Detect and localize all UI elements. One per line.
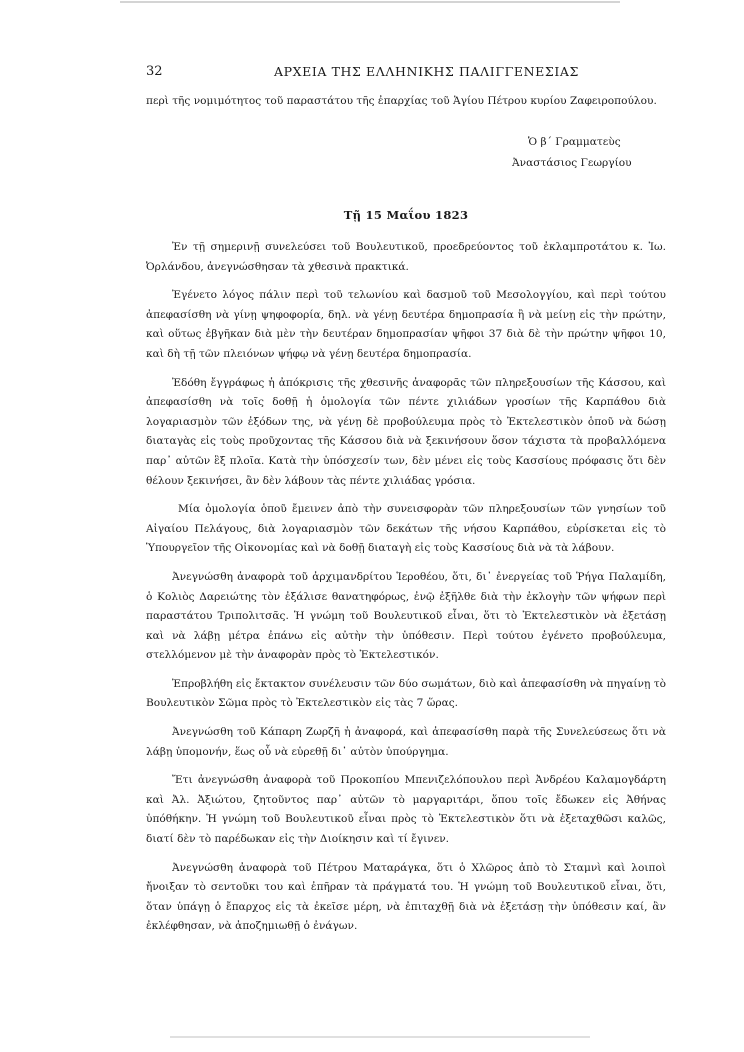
- running-title: ΑΡΧΕΙΑ ΤΗΣ ΕΛΛΗΝΙΚΗΣ ΠΑΛΙΓΓΕΝΕΣΙΑΣ: [274, 64, 579, 79]
- paragraph: Ἀνεγνώσθη ἀναφορὰ τοῦ ἀρχιμανδρίτου Ἱεροθέου, ὅτι, δι᾿ ἐνεργείας τοῦ Ῥήγα Παλαμίδη, ὁ Κολιὸς Δαρειώτης τὸν ἐξάλισε θανατηφόρως, ἐνῷ ἐξῆλθε διὰ τὴν ἐκλογὴν τῶν ψήφων περὶ παραστάτου Τριπολιτσᾶς. Ἡ γνώμη τοῦ Βουλευτικοῦ εἶναι, ὅτι τὸ Ἐκτελεστικὸν νὰ ἐξετάσῃ καὶ νὰ λάβῃ μέτρα ἐπάνω εἰς αὐτὴν τὴν ὑπόθεσιν. Περὶ τούτου ἐγένετο προβούλευμα, στελλόμενον μὲ τὴν ἀναφορὰν πρὸς τὸ Ἐκτελεστικόν.: [146, 570, 666, 662]
- paragraph: Ἐδόθη ἔγγράφως ἡ ἀπόκρισις τῆς χθεσινῆς ἀναφορᾶς τῶν πληρεξουσίων τῆς Κάσσου, καὶ ἀπεφασίσθη νὰ τοῖς δοθῇ ἡ ὁμολογία τῶν πέντε χιλιάδων γροσίων τῆς Καρπάθου διὰ λογαριασμὸν τῶν ἐξόδων της, νὰ γένῃ δὲ προβούλευμα πρὸς τὸ Ἐκτελεστικὸν ὁποῦ νὰ δώσῃ διαταγὰς εἰς τοὺς προῦχοντας τῆς Κάσσου διὰ νὰ ξεκινήσουν ὅσον τάχιστα τὰ προβαλλόμενα παρ᾿ αὐτῶν ἓξ πλοῖα. Κατὰ τὴν ὑπόσχεσίν των, δὲν μένει εἰς τοὺς Κασσίους πρόφασις ὅτι δὲν θέλουν ξεκινήσει, ἂν δὲν λάβουν τὰς πέντε χιλιάδας γρόσια.: [146, 376, 666, 487]
- page-header: [146, 64, 666, 84]
- paragraph: Ἐπροβλήθη εἰς ἔκτακτον συνέλευσιν τῶν δύο σωμάτων, διὸ καὶ ἀπεφασίσθη νὰ πηγαίνῃ τὸ Βουλευτικὸν Σῶμα πρὸς τὸ Ἐκτελεστικὸν εἰς τὰς 7 ὥρας.: [146, 677, 666, 710]
- signature-title: Ὁ β΄ Γραμματεὺς: [528, 136, 621, 148]
- paragraph: Ἀνεγνώσθη τοῦ Κάπαρη Ζωρζῆ ἡ ἀναφορά, καὶ ἀπεφασίσθη παρὰ τῆς Συνελεύσεως ὅτι νὰ λάβῃ ὑπομονήν, ἕως οὗ νὰ εὑρεθῇ δι᾿ αὐτὸν ὑπούργημα.: [146, 726, 666, 758]
- paragraph: Ἐν τῇ σημερινῇ συνελεύσει τοῦ Βουλευτικοῦ, προεδρεύοντος τοῦ ἐκλαμπροτάτου κ. Ἰω. Ὀρλάνδου, ἀνεγνώσθησαν τὰ χθεσινὰ πρακτικά.: [146, 241, 666, 273]
- paragraph: Ἐγένετο λόγος πάλιν περὶ τοῦ τελωνίου καὶ δασμοῦ τοῦ Μεσολογγίου, καὶ περὶ τούτου ἀπεφασίσθη νὰ γίνῃ ψηφοφορία, δηλ. νὰ γένῃ δευτέρα δημοπρασία ἢ νὰ μείνῃ εἰς τὴν πρώτην, καὶ οὕτως ἐβγῆκαν διὰ μὲν τὴν δευτέραν δημοπρασίαν ψῆφοι 37 διὰ δὲ τὴν πρώτην ψῆφοι 10, καὶ δὴ τῇ τῶν πλειόνων ψήφῳ νὰ γένῃ δευτέρα δημοπρασία.: [146, 289, 666, 360]
- signature-name: Ἀναστάσιος Γεωργίου: [512, 157, 632, 169]
- paragraph: Μία ὁμολογία ὁποῦ ἔμεινεν ἀπὸ τὴν συνεισφορὰν τῶν πληρεξουσίων τῶν γνησίων τοῦ Αἰγαίου Πελάγους, διὰ λογαριασμὸν τῶν δεκάτων τῆς νήσου Καρπάθου, εὑρίσκεται εἰς τὸ Ὑπουργεῖον τῆς Οἰκονομίας καὶ νὰ δοθῇ διαταγὴ εἰς τοὺς Κασσίους διὰ νὰ τὰ λάβουν.: [146, 503, 666, 555]
- scan-artifact-bottom: [170, 1036, 590, 1038]
- paragraph: Ἀνεγνώσθη ἀναφορὰ τοῦ Πέτρου Ματαράγκα, ὅτι ὁ Χλῶρος ἀπὸ τὸ Σταμνὶ καὶ λοιποὶ ἤνοιξαν τὸ σεντοῦκι του καὶ ἐπῆραν τὰ πράγματά του. Ἡ γνώμη τοῦ Βουλευτικοῦ εἶναι, ὅτι, ὅταν ὑπάγῃ ὁ ἔπαρχος εἰς τὰ ἐκεῖσε μέρη, νὰ ἐπιταχθῇ διὰ νὰ ἐξετάσῃ τὴν ὑπόθεσιν καί, ἂν ἐκλέφθησαν, νὰ ἀποζημιωθῇ ὁ ἐνάγων.: [146, 861, 666, 933]
- minutes-body: [146, 238, 666, 946]
- continuation-paragraph: περὶ τῆς νομιμότητος τοῦ παραστάτου τῆς ἐπαρχίας τοῦ Ἁγίου Πέτρου κυρίου Ζαφειροπούλου.: [146, 95, 657, 107]
- signature-block: [512, 132, 632, 174]
- paragraph: Ἔτι ἀνεγνώσθη ἀναφορὰ τοῦ Προκοπίου Μπενιζελόπουλου περὶ Ἀνδρέου Καλαμογδάρτη καὶ Ἀλ. Ἀξιώτου, ζητοῦντος παρ᾿ αὐτῶν τὸ μαργαριτάρι, ὅπου τοῖς ἔδωκεν εἰς Ἀθήνας ὑπόθήκην. Ἡ γνώμη τοῦ Βουλευτικοῦ εἶναι πρὸς τὸ Ἐκτελεστικὸν ὅτι νὰ ἐξεταχθῶσι καλῶς, διατί δὲν τὸ παρέδωκαν εἰς τὴν Διοίκησιν καὶ τί ἔγινεν.: [146, 774, 666, 846]
- date-heading: Τῇ 15 Μαΐου 1823: [343, 208, 469, 222]
- scan-artifact-top: [120, 1, 620, 3]
- page-number: 32: [146, 64, 163, 79]
